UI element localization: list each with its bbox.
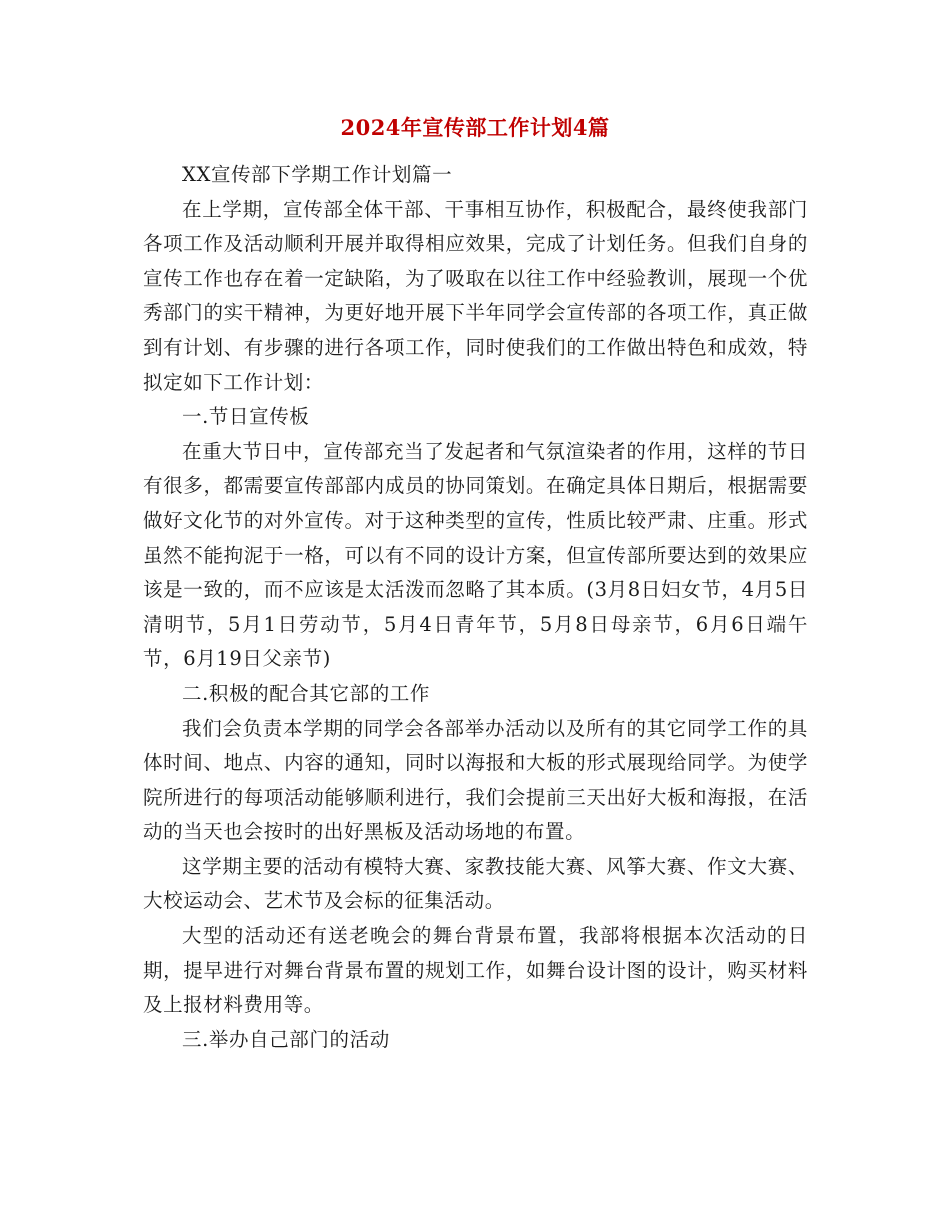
body-paragraph: 这学期主要的活动有模特大赛、家教技能大赛、风筝大赛、作文大赛、大校运动会、艺术节及会标的征集活动。 — [143, 854, 808, 913]
document-title: 2024年宣传部工作计划4篇 — [340, 115, 610, 140]
body-paragraph: 大型的活动还有送老晚会的舞台背景布置，我部将根据本次活动的日期，提早进行对舞台背景布置的规划工作，如舞台设计图的设计，购买材料及上报材料费用等。 — [143, 924, 808, 1017]
body-paragraph: 在上学期，宣传部全体干部、干事相互协作，积极配合，最终使我部门各项工作及活动顺利开展并取得相应效果，完成了计划任务。但我们自身的宣传工作也存在着一定缺陷，为了吸取在以往工作中经验教训，展现一个优秀部门的实干精神，为更好地开展下半年同学会宣传部的各项工作，真正做到有计划、有步骤的进行各项工作，同时使我们的工作做出特色和成效，特拟定如下工作计划： — [143, 197, 808, 394]
body-paragraph: 在重大节日中，宣传部充当了发起者和气氛渲染者的作用，这样的节日有很多，都需要宣传部部内成员的协同策划。在确定具体日期后，根据需要做好文化节的对外宣传。对于这种类型的宣传，性质比较严肃、庄重。形式虽然不能拘泥于一格，可以有不同的设计方案，但宣传部所要达到的效果应该是一致的，而不应该是太活泼而忽略了其本质。(3月8日妇女节，4月5日清明节，5月1日劳动节，5月4日青年节，5月8日母亲节，6月6日端午节，6月19日父亲节) — [143, 439, 808, 671]
section-heading: 三.举办自己部门的活动 — [182, 1027, 390, 1051]
document-body — [143, 158, 808, 1057]
body-paragraph: 我们会负责本学期的同学会各部举办活动以及所有的其它同学工作的具体时间、地点、内容的通知，同时以海报和大板的形式展现给同学。为使学院所进行的每项活动能够顺利进行，我们会提前三天出好大板和海报，在活动的当天也会按时的出好黑板及活动场地的布置。 — [143, 716, 808, 844]
section-heading: 一.节日宣传板 — [182, 405, 310, 429]
section-heading-part-one: XX宣传部下学期工作计划篇一 — [182, 163, 453, 186]
section-heading: 二.积极的配合其它部的工作 — [182, 681, 430, 705]
